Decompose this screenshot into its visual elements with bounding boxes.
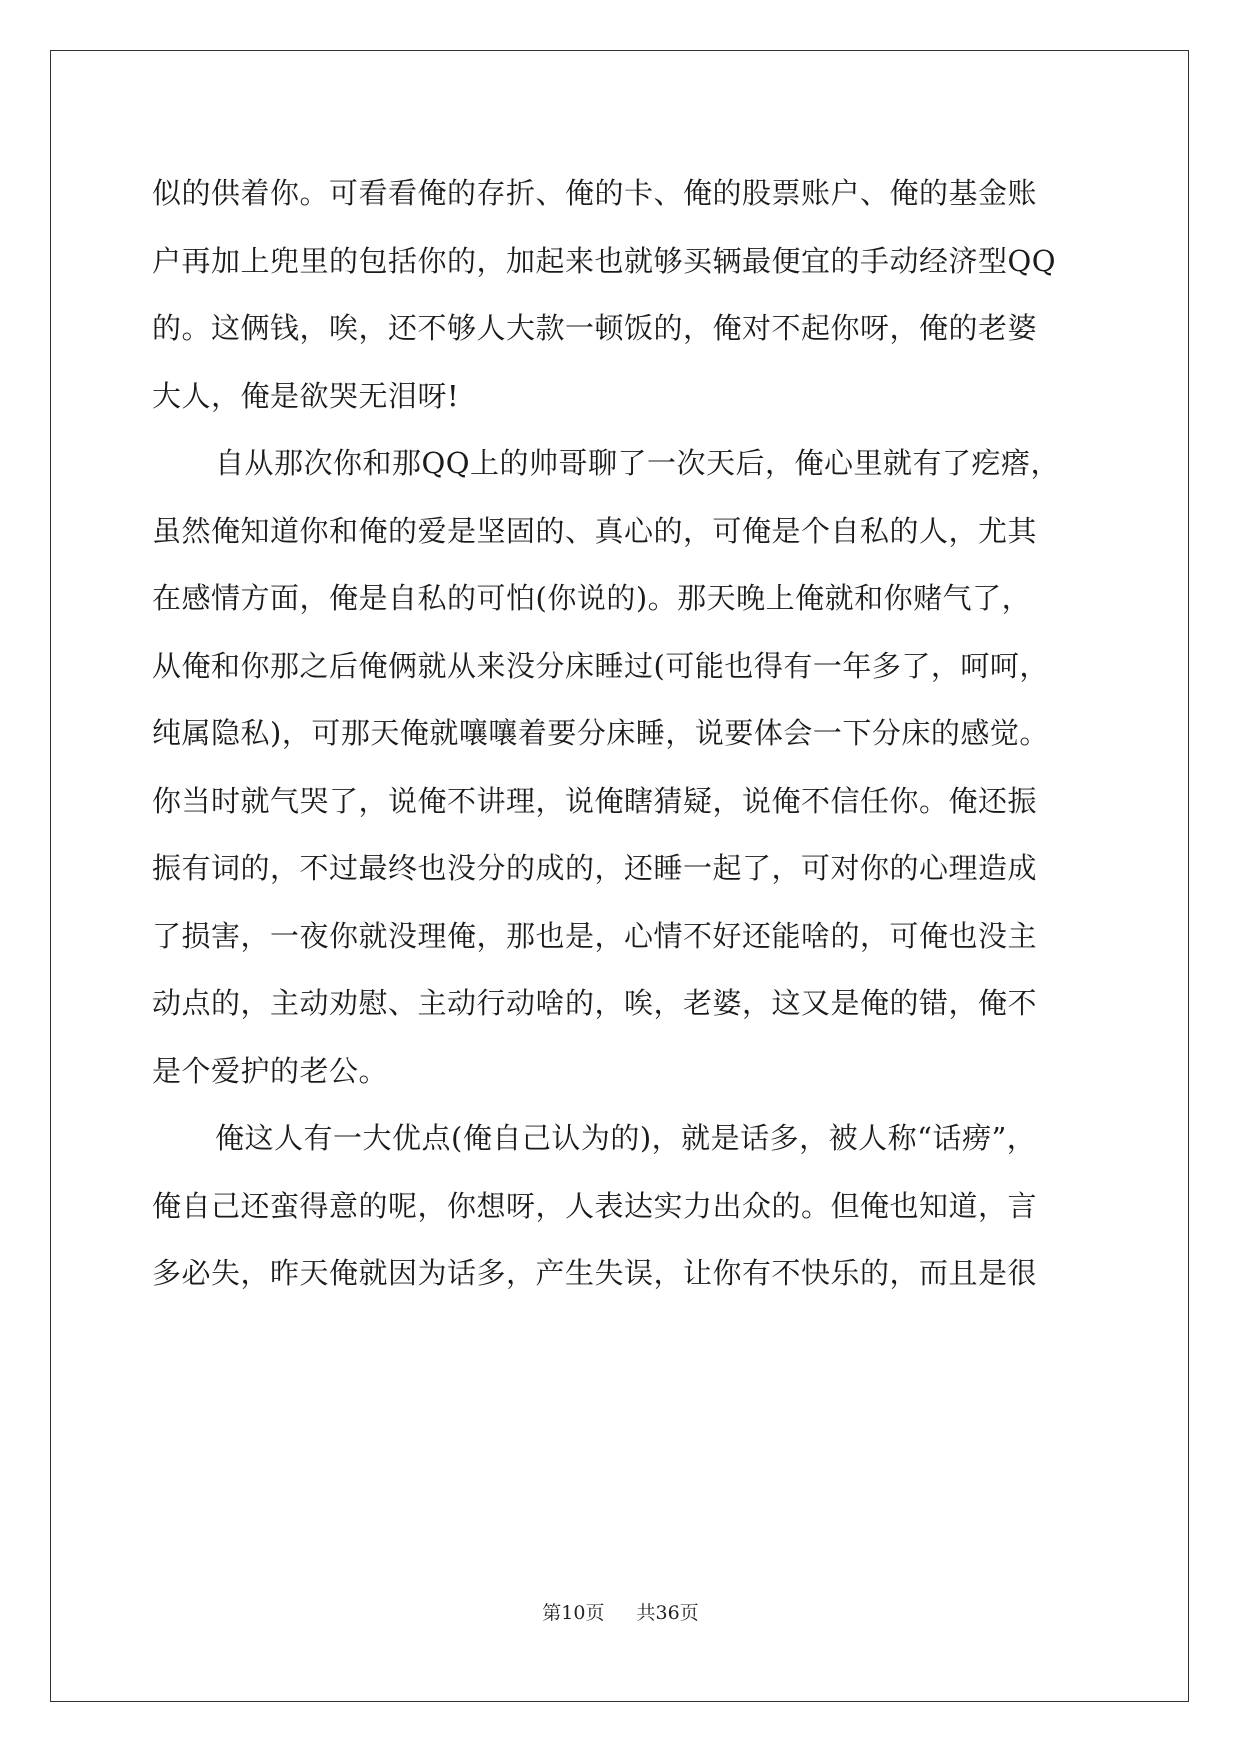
text-line: 纯属隐私)，可那天俺就嚷嚷着要分床睡，说要体会一下分床的感觉。 <box>152 716 1049 750</box>
text-line: 动点的，主动劝慰、主动行动啥的，唉，老婆，这又是俺的错，俺不 <box>152 986 1038 1020</box>
text-line: 了损害，一夜你就没理俺，那也是，心情不好还能啥的，可俺也没主 <box>152 918 1038 953</box>
document-body <box>152 160 1092 1308</box>
text-line: 大人，俺是欲哭无泪呀! <box>152 378 460 413</box>
text-line: 俺这人有一大优点(俺自己认为的)，就是话多，被人称“话痨”， <box>215 1121 1037 1155</box>
text-line: 多必失，昨天俺就因为话多，产生失误，让你有不快乐的，而且是很 <box>152 1256 1038 1290</box>
text-line: 似的供着你。可看看俺的存折、俺的卡、俺的股票账户、俺的基金账 <box>152 176 1038 210</box>
text-line: 在感情方面，俺是自私的可怕(你说的)。那天晚上俺就和你赌气了， <box>152 581 1032 615</box>
text-line: 你当时就气哭了，说俺不讲理，说俺瞎猜疑，说俺不信任你。俺还振 <box>152 783 1038 818</box>
text-line: 虽然俺知道你和俺的爱是坚固的、真心的，可俺是个自私的人，尤其 <box>152 513 1038 548</box>
total-pages: 共36页 <box>636 1602 699 1624</box>
text-line: 从俺和你那之后俺俩就从来没分床睡过(可能也得有一年多了，呵呵， <box>152 648 1049 683</box>
text-line: 是个爱护的老公。 <box>152 1053 389 1088</box>
text-line: 自从那次你和那QQ上的帅哥聊了一次天后，俺心里就有了疙瘩， <box>215 446 1061 480</box>
page-number: 第10页 <box>542 1602 605 1624</box>
text-line: 户再加上兜里的包括你的，加起来也就够买辆最便宜的手动经济型QQ <box>152 243 1057 278</box>
page-footer <box>0 1600 1241 1626</box>
text-line: 的。这俩钱，唉，还不够人大款一顿饭的，俺对不起你呀，俺的老婆 <box>152 311 1038 345</box>
text-line: 振有词的，不过最终也没分的成的，还睡一起了，可对你的心理造成 <box>152 851 1038 885</box>
text-line: 俺自己还蛮得意的呢，你想呀，人表达实力出众的。但俺也知道，言 <box>152 1188 1038 1223</box>
